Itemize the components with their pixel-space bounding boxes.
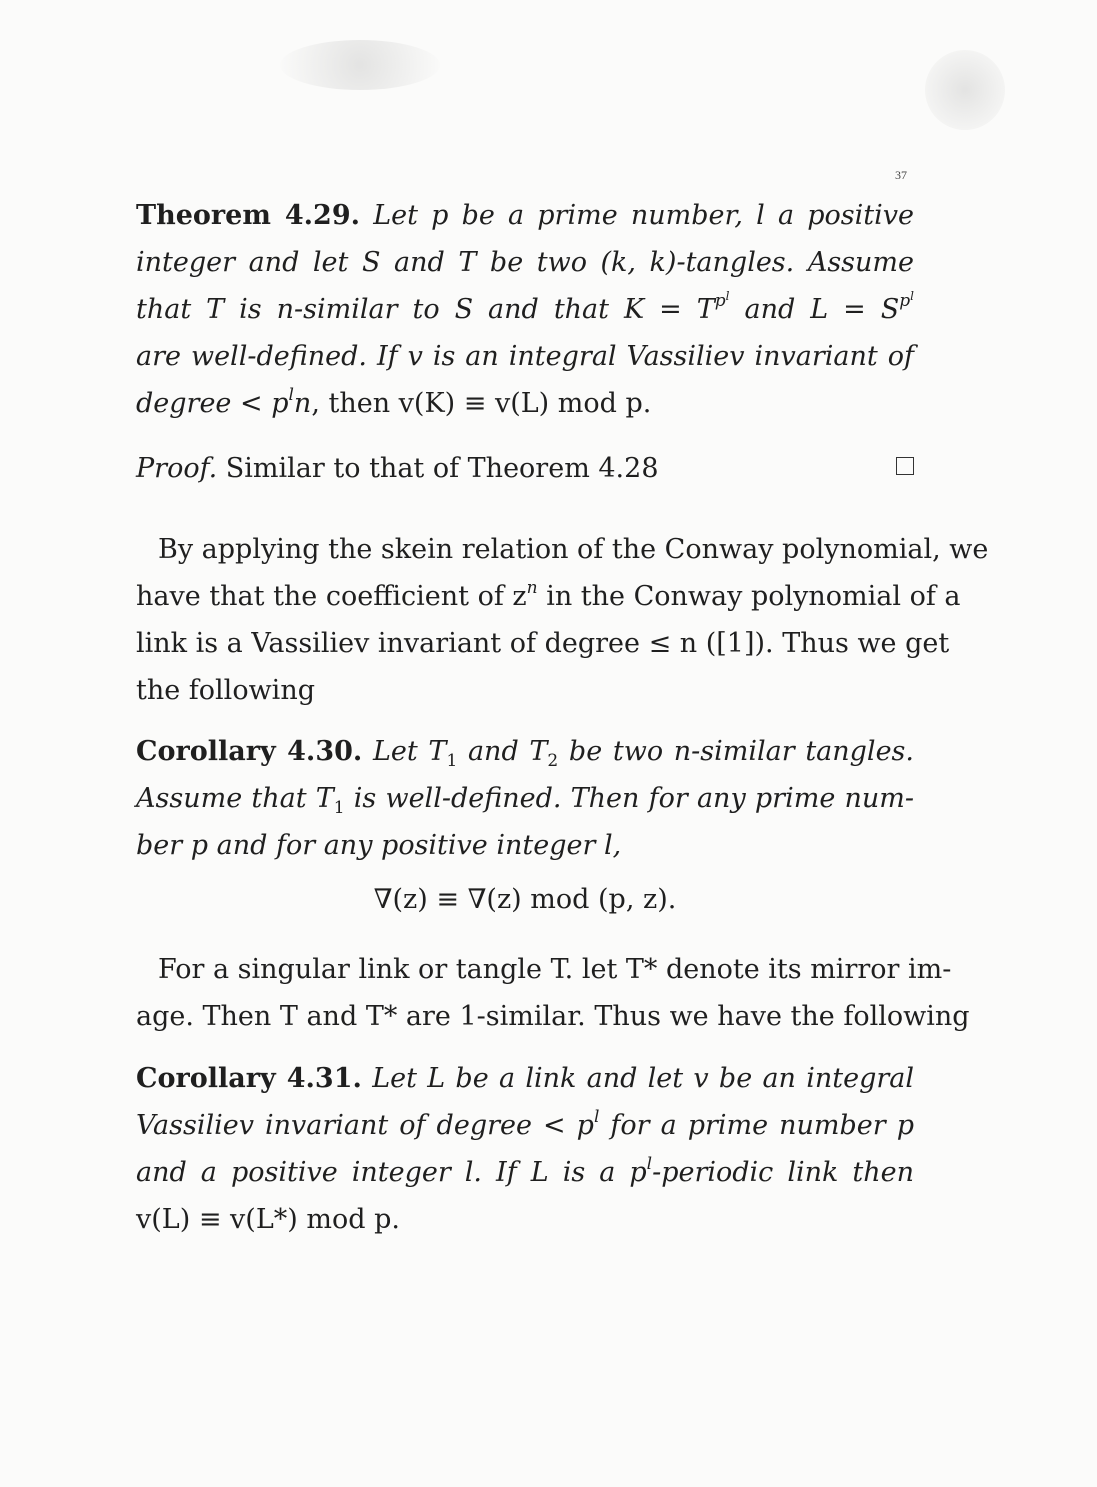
cor430-line-2a: Assume that T bbox=[136, 783, 334, 814]
cor431-line-3: and a positive integer l. If L is a $p^l$-periodic link then bbox=[136, 1154, 914, 1188]
corollary-4-30-label: Corollary 4.30. bbox=[136, 736, 363, 767]
cor430-line-1b: and T bbox=[457, 736, 548, 767]
theorem-line-2: integer and let S and T be two (k, k)-tangles. Assume bbox=[136, 247, 914, 278]
theorem-line-5: degree < $p^ln$, then v(K) ≡ v(L) mod p. bbox=[136, 385, 652, 419]
corollary-4-30 bbox=[136, 728, 914, 869]
theorem-line-5a: degree < p bbox=[136, 388, 289, 419]
para1-line-2: have that the coefficient of $z^n$ in the Conway polynomial of a bbox=[136, 578, 961, 612]
cor431-line-2b: for a prime number p bbox=[599, 1110, 915, 1141]
cor431-line-4: v(L) ≡ v(L*) mod p. bbox=[136, 1204, 400, 1235]
cor431-line-3a: and a positive integer l. If L is a p bbox=[136, 1157, 647, 1188]
paragraph-conway bbox=[136, 526, 989, 714]
formula-text: ∇(z) ≡ ∇(z) mod (p, z). bbox=[373, 884, 677, 915]
scan-noise-top bbox=[280, 40, 440, 90]
para1-line-2a: have that the coefficient of z bbox=[136, 581, 527, 612]
theorem-line-5b: , then v(K) ≡ v(L) mod p. bbox=[311, 388, 652, 419]
theorem-label: Theorem 4.29. bbox=[136, 200, 361, 231]
corollary-4-31 bbox=[136, 1055, 914, 1243]
page-number: 37 bbox=[895, 168, 907, 182]
cor430-line-3: ber p and for any positive integer l, bbox=[136, 830, 622, 861]
proof-text: Similar to that of Theorem 4.28 bbox=[225, 453, 659, 484]
para2-line-2: age. Then T and T* are 1-similar. Thus we have the following bbox=[136, 1001, 970, 1032]
para2-line-1: For a singular link or tangle T. let T* denote its mirror im- bbox=[158, 954, 952, 985]
para1-line-1: By applying the skein relation of the Conway polynomial, we bbox=[158, 534, 989, 565]
cor430-line-1c: be two n-similar tangles. bbox=[558, 736, 914, 767]
theorem-line-3-text: that T is n-similar to S and that K = T bbox=[136, 294, 715, 325]
para1-line-4: the following bbox=[136, 675, 315, 706]
corollary-4-30-formula bbox=[136, 880, 914, 920]
cor431-line-1 bbox=[136, 1055, 914, 1102]
theorem-line-4: are well-defined. If v is an integral Vassiliev invariant of bbox=[136, 341, 914, 372]
cor431-line-2: Vassiliev invariant of degree < $p^l$ for a prime number p bbox=[136, 1107, 915, 1141]
scan-noise-right bbox=[925, 50, 1005, 130]
proof-label: Proof. bbox=[136, 453, 218, 484]
cor430-line-2: Assume that $T_1$ is well-defined. Then for any prime num- bbox=[136, 783, 914, 818]
corollary-4-31-label: Corollary 4.31. bbox=[136, 1063, 362, 1094]
qed-symbol bbox=[896, 457, 914, 475]
theorem-line-1: Let p be a prime number, l a positive bbox=[373, 200, 914, 231]
cor431-line-2a: Vassiliev invariant of degree < p bbox=[136, 1110, 594, 1141]
para1-line-3: link is a Vassiliev invariant of degree ≤ n ([1]). Thus we get bbox=[136, 628, 950, 659]
theorem-4-29 bbox=[136, 192, 914, 427]
cor430-line-1: Corollary 4.30. Let $T_1$ and $T_2$ be two n-similar tangles. bbox=[136, 736, 914, 771]
cor431-line-1a: Let L be a link and let v be an integral bbox=[372, 1063, 914, 1094]
paragraph-mirror bbox=[136, 946, 970, 1040]
cor430-line-2b: is well-defined. Then for any prime num- bbox=[344, 783, 914, 814]
proof bbox=[136, 445, 914, 492]
cor430-line-1a: Let T bbox=[373, 736, 447, 767]
theorem-line-3: that T is n-similar to S and that $K = T^{p^l}$ and $L = S^{p^l}$ bbox=[136, 289, 914, 325]
cor431-line-3b: -periodic link then bbox=[652, 1157, 914, 1188]
para1-line-2b: in the Conway polynomial of a bbox=[537, 581, 961, 612]
